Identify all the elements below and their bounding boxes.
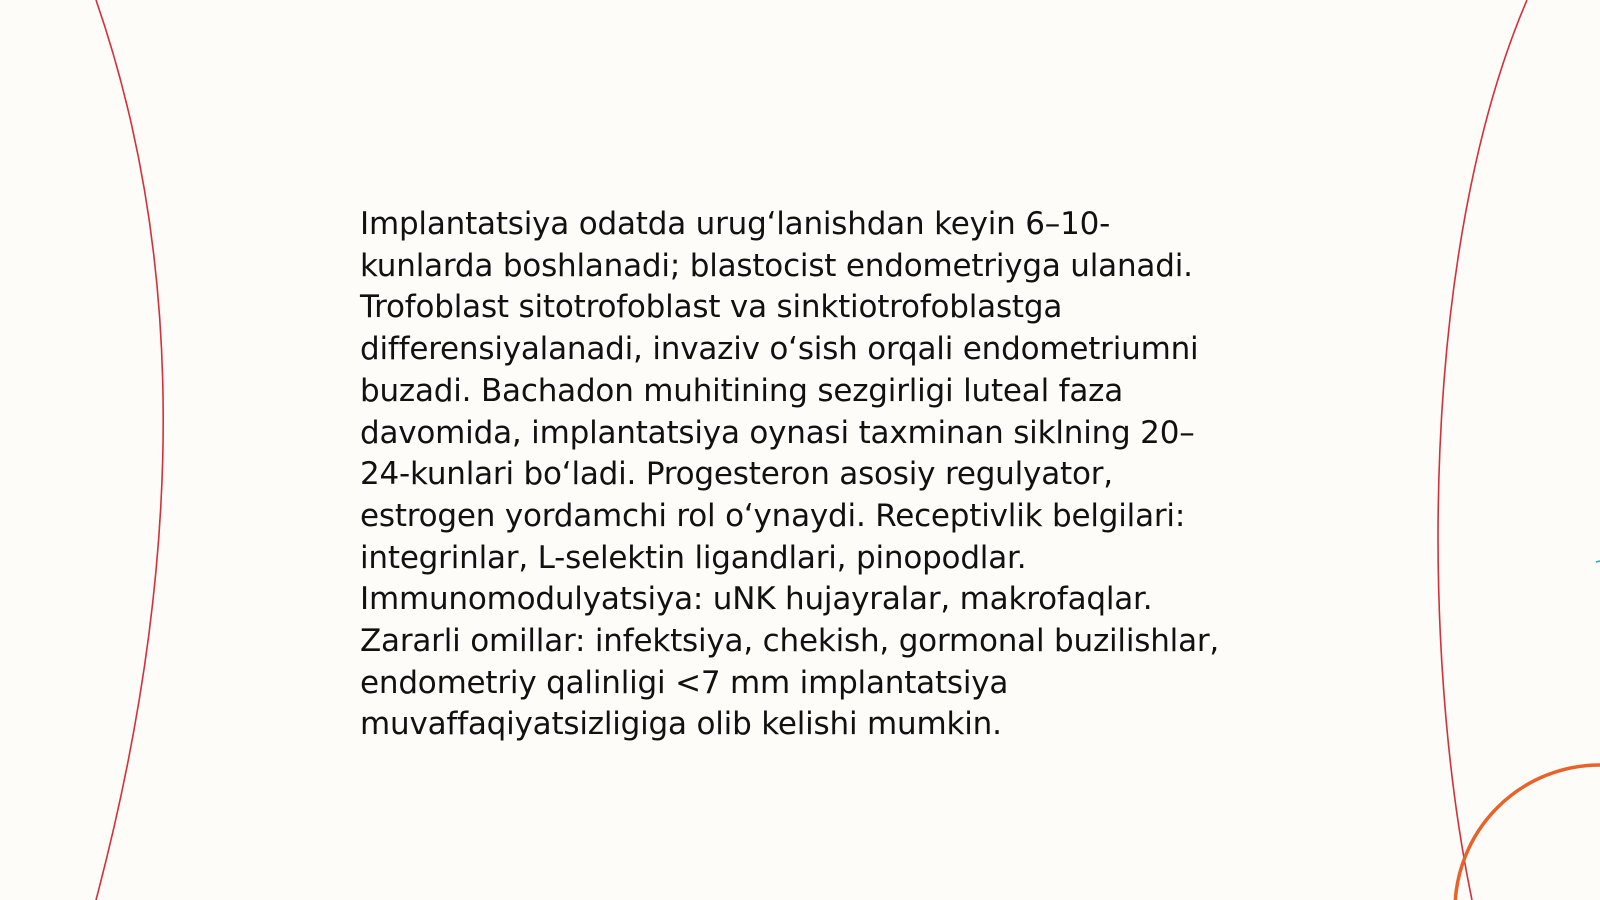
left-curve-line bbox=[96, 0, 163, 900]
orange-circle-arc bbox=[1455, 765, 1600, 900]
slide-body-text: Implantatsiya odatda urug‘lanishdan keyin 6–10-kunlarda boshlanadi; blastocist endometriyga ulanadi. Trofoblast sitotrofoblast va sinktiotrofoblastga differensiyalanadi, invaziv o‘sish orqali endometriumni buzadi. Bachadon muhitining sezgirligi luteal faza davomida, implantatsiya oynasi taxminan siklning 20–24-kunlari bo‘ladi. Progesteron asosiy regulyator, estrogen yordamchi rol o‘ynaydi. Receptivlik belgilari: integrinlar, L-selektin ligandlari, pinopodlar. Immunomodulyatsiya: uNK hujayralar, makrofaqlar. Zararli omillar: infektsiya, chekish, gormonal buzilishlar, endometriy qalinligi <7 mm implantatsiya muvaffaqiyatsizligiga olib kelishi mumkin. bbox=[360, 206, 1220, 743]
right-curve-line bbox=[1438, 0, 1527, 900]
teal-accent-mark bbox=[1596, 561, 1600, 562]
